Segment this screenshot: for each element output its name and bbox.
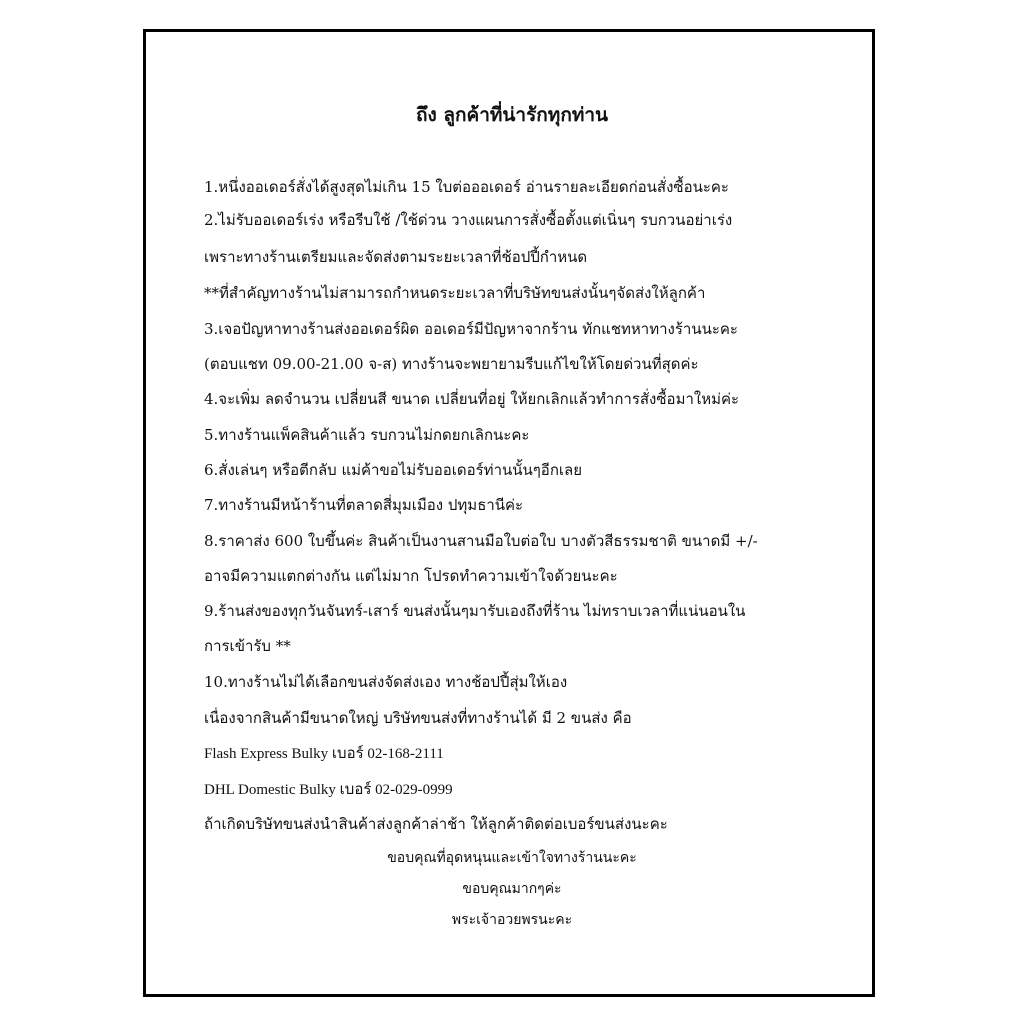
- rule-line-9: 9.ร้านส่งของทุกวันจันทร์-เสาร์ ขนส่งนั้นๆมารับเองถึงที่ร้าน ไม่ทราบเวลาที่แน่นอนใน: [204, 602, 746, 620]
- rule-line-9-cont: การเข้ารับ **: [204, 637, 291, 655]
- notice-title: ถึง ลูกค้าที่น่ารักทุกท่าน: [415, 104, 609, 126]
- rule-note-important: **ที่สำคัญทางร้านไม่สามารถกำหนดระยะเวลาที่บริษัทขนส่งนั้นๆจัดส่งให้ลูกค้า: [204, 284, 706, 302]
- rule-line-7: 7.ทางร้านมีหน้าร้านที่ตลาดสี่มุมเมือง ปทุมธานีค่ะ: [204, 496, 524, 514]
- carrier-delay-note: ถ้าเกิดบริษัทขนส่งนำสินค้าส่งลูกค้าล่าช้า ให้ลูกค้าติดต่อเบอร์ขนส่งนะคะ: [204, 815, 668, 833]
- rule-line-8-cont: อาจมีความแตกต่างกัน แต่ไม่มาก โปรดทำความเข้าใจด้วยนะคะ: [204, 567, 618, 585]
- rule-line-10-cont: เนื่องจากสินค้ามีขนาดใหญ่ บริษัทขนส่งที่ทางร้านได้ มี 2 ขนส่ง คือ: [204, 709, 632, 727]
- closing-blessing: พระเจ้าอวยพรนะคะ: [451, 912, 573, 928]
- rule-line-10: 10.ทางร้านไม่ได้เลือกขนส่งจัดส่งเอง ทางช้อปปี้สุ่มให้เอง: [204, 673, 568, 691]
- rule-line-2: 2.ไม่รับออเดอร์เร่ง หรือรีบใช้ /ใช้ด่วน วางแผนการสั่งซื้อตั้งแต่เนิ่นๆ รบกวนอย่าเร่ง: [204, 211, 733, 229]
- carrier-flash-express: Flash Express Bulky เบอร์ 02-168-2111: [204, 746, 444, 762]
- rule-line-6: 6.สั่งเล่นๆ หรือตีกลับ แม่ค้าขอไม่รับออเดอร์ท่านนั้นๆอีกเลย: [204, 461, 583, 479]
- rule-line-8: 8.ราคาส่ง 600 ใบขึ้นค่ะ สินค้าเป็นงานสานมือใบต่อใบ บางตัวสีธรรมชาติ ขนาดมี +/-: [204, 532, 758, 550]
- rule-line-1: 1.หนึ่งออเดอร์สั่งได้สูงสุดไม่เกิน 15 ใบต่อออเดอร์ อ่านรายละเอียดก่อนสั่งซื้อนะคะ: [204, 178, 729, 196]
- carrier-dhl-domestic: DHL Domestic Bulky เบอร์ 02-029-0999: [204, 782, 453, 798]
- rule-line-5: 5.ทางร้านแพ็คสินค้าแล้ว รบกวนไม่กดยกเลิกนะคะ: [204, 426, 530, 444]
- rule-line-3: 3.เจอปัญหาทางร้านส่งออเดอร์ผิด ออเดอร์มีปัญหาจากร้าน ทักแชทหาทางร้านนะคะ: [204, 320, 738, 338]
- rule-line-3-cont: (ตอบแชท 09.00-21.00 จ-ส) ทางร้านจะพยายามรีบแก้ไขให้โดยด่วนที่สุดค่ะ: [204, 355, 699, 373]
- closing-thank-you: ขอบคุณมากๆค่ะ: [462, 881, 562, 897]
- rule-line-2-cont: เพราะทางร้านเตรียมและจัดส่งตามระยะเวลาที่ช้อปปี้กำหนด: [204, 248, 588, 266]
- closing-thanks-support: ขอบคุณที่อุดหนุนและเข้าใจทางร้านนะคะ: [387, 850, 637, 866]
- rule-line-4: 4.จะเพิ่ม ลดจำนวน เปลี่ยนสี ขนาด เปลี่ยนที่อยู่ ให้ยกเลิกแล้วทำการสั่งซื้อมาใหม่ค่ะ: [204, 390, 740, 408]
